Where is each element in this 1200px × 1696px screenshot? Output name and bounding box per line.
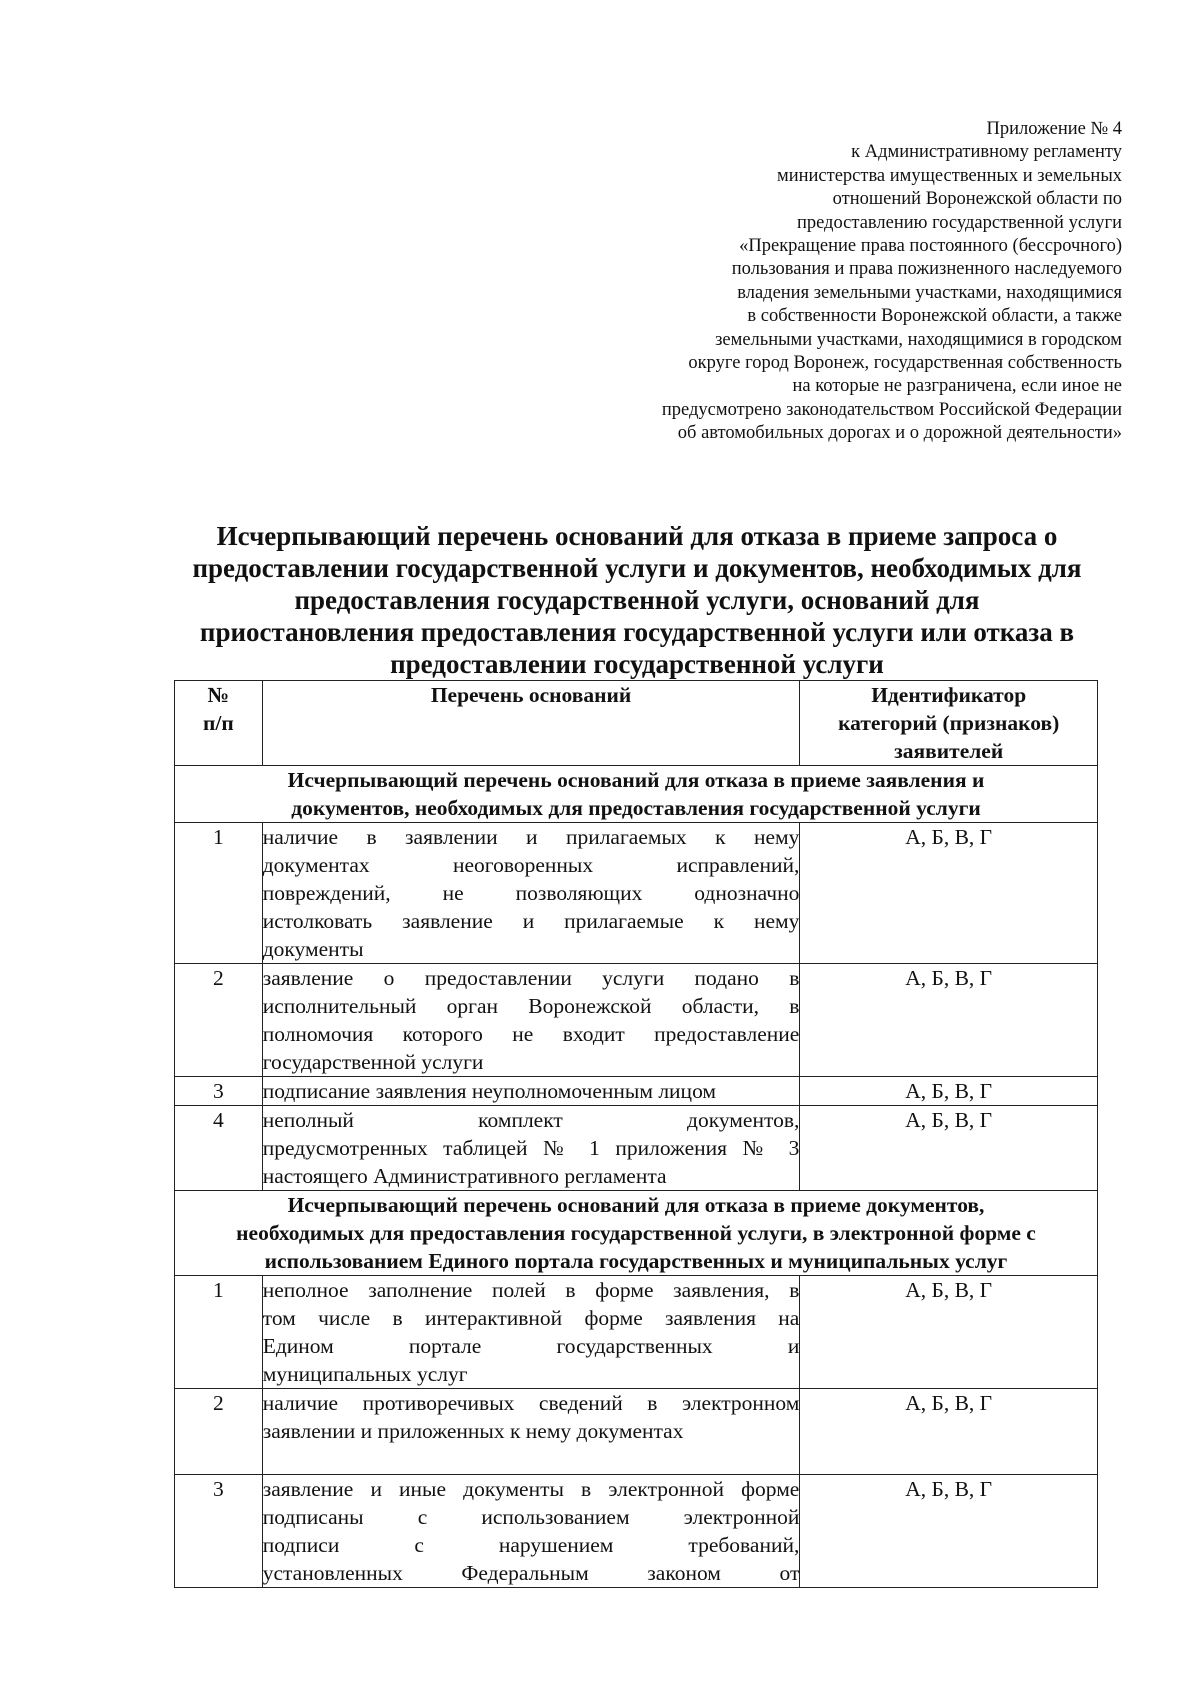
title-line: предоставления государственной услуги, оснований для — [294, 585, 980, 615]
row-ground-text: заявление о предоставлении услуги подано в исполнительный орган Воронежской области, в полномочия которого не входит предоставление государственной услуги — [262, 964, 800, 1077]
table-row — [175, 1077, 1098, 1106]
row-category: А, Б, В, Г — [800, 1389, 1098, 1475]
table-row — [175, 1106, 1098, 1191]
row-ground-text: заявление и иные документы в электронной форме подписаны с использованием электронной подписи с нарушением требований, установленных Федеральным законом от — [262, 1475, 800, 1588]
section-heading-row — [175, 766, 1098, 823]
section-heading-row — [175, 1191, 1098, 1276]
appendix-line: пользования и права пожизненного наследуемого — [731, 259, 1122, 280]
title-line: предоставлении государственной услуги — [390, 649, 884, 679]
title-line: Исчерпывающий перечень оснований для отказа в приеме запроса о — [216, 521, 1058, 551]
appendix-line: «Прекращение права постоянного (бессрочного) — [739, 236, 1122, 257]
row-ground-text: наличие в заявлении и прилагаемых к нему документах неоговоренных исправлений, повреждений, не позволяющих однозначно истолковать заявление и прилагаемые к нему документы — [262, 823, 800, 964]
row-number: 2 — [175, 964, 263, 1077]
document-title — [172, 520, 1102, 680]
appendix-line: к Административному регламенту — [851, 142, 1122, 163]
appendix-line: Приложение № 4 — [986, 119, 1122, 139]
table-row — [175, 823, 1098, 964]
row-category: А, Б, В, Г — [800, 1077, 1098, 1106]
row-number: 1 — [175, 823, 263, 964]
row-number: 2 — [175, 1389, 263, 1475]
row-category: А, Б, В, Г — [800, 823, 1098, 964]
appendix-line: владения земельными участками, находящимися — [737, 282, 1122, 303]
row-ground-text: неполное заполнение полей в форме заявления, в том числе в интерактивной форме заявления на Едином портале государственных и муниципальных услуг — [262, 1276, 800, 1389]
section-heading: Исчерпывающий перечень оснований для отказа в приеме документов, необходимых для предоставления государственной услуги, в электронной форме с использованием Единого портала государственных и муниципальных услуг — [175, 1191, 1098, 1276]
row-ground-text: наличие противоречивых сведений в электронном заявлении и приложенных к нему документах — [262, 1389, 800, 1475]
row-ground-text: подписание заявления неуполномоченным лицом — [262, 1077, 800, 1106]
row-number: 4 — [175, 1106, 263, 1191]
appendix-line: министерства имущественных и земельных — [776, 165, 1122, 186]
row-number: 3 — [175, 1475, 263, 1588]
header-grounds: Перечень оснований — [262, 681, 800, 766]
appendix-line: предусмотрено законодательством Российской Федерации — [661, 399, 1122, 420]
appendix-line: земельными участками, находящимися в городском — [715, 329, 1122, 350]
row-ground-text: неполный комплект документов, предусмотренных таблицей № 1 приложения № 3 настоящего Административного регламента — [262, 1106, 800, 1191]
section-heading: Исчерпывающий перечень оснований для отказа в приеме заявления и документов, необходимых для предоставления государственной услуги — [175, 766, 1098, 823]
row-category: А, Б, В, Г — [800, 1475, 1098, 1588]
appendix-line: предоставлению государственной услуги — [796, 212, 1122, 233]
appendix-line: на которые не разграничена, если иное не — [792, 376, 1122, 397]
grounds-table — [174, 680, 1098, 1588]
header-category: Идентификатор категорий (признаков) заявителей — [800, 681, 1098, 766]
row-category: А, Б, В, Г — [800, 1106, 1098, 1191]
table-row — [175, 1475, 1098, 1588]
table-header-row — [175, 681, 1098, 766]
title-line: предоставлении государственной услуги и документов, необходимых для — [192, 553, 1082, 583]
row-number: 3 — [175, 1077, 263, 1106]
appendix-header — [522, 118, 1122, 446]
table-row — [175, 1276, 1098, 1389]
row-category: А, Б, В, Г — [800, 964, 1098, 1077]
appendix-line: об автомобильных дорогах и о дорожной деятельности» — [677, 423, 1122, 444]
row-number: 1 — [175, 1276, 263, 1389]
title-line: приостановления предоставления государственной услуги или отказа в — [199, 617, 1075, 647]
row-category: А, Б, В, Г — [800, 1276, 1098, 1389]
table-row — [175, 1389, 1098, 1475]
appendix-line: в собственности Воронежской области, а также — [747, 306, 1122, 327]
header-number: № п/п — [175, 681, 263, 766]
appendix-line: округе город Воронеж, государственная собственность — [688, 353, 1122, 374]
table-row — [175, 964, 1098, 1077]
appendix-line: отношений Воронежской области по — [832, 189, 1122, 210]
